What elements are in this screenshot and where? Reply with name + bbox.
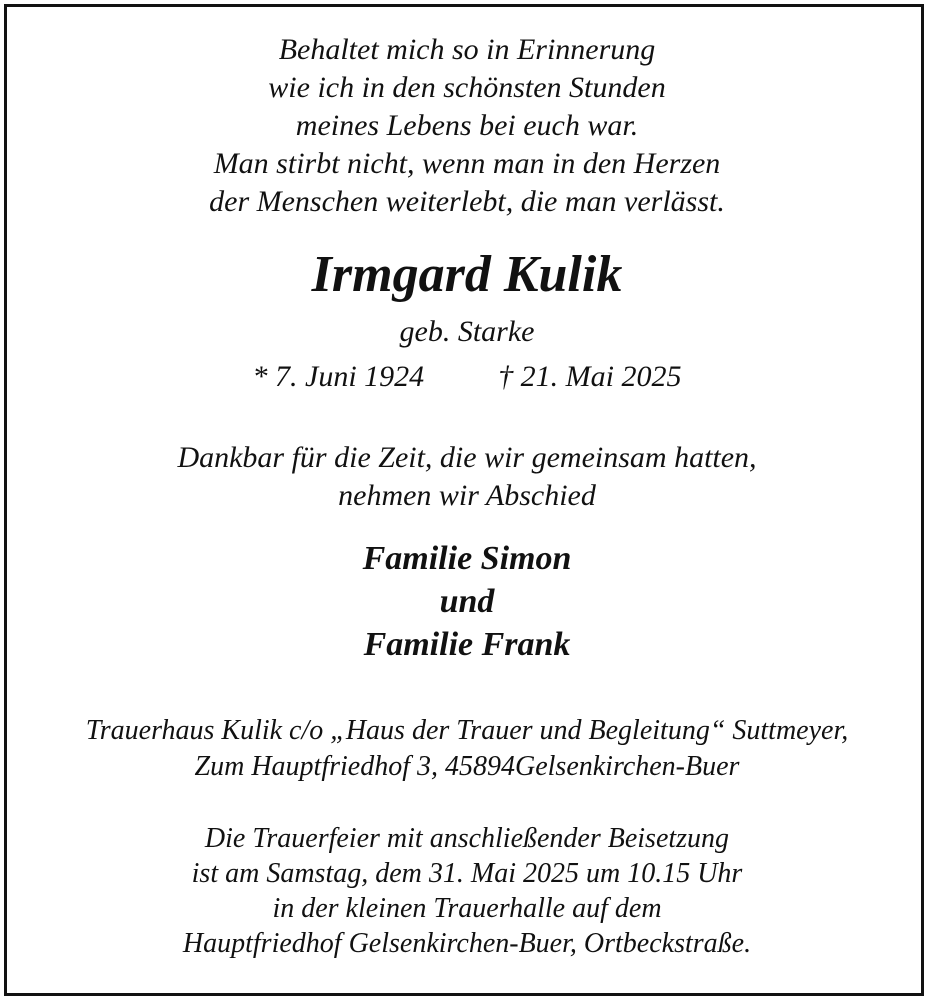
verse-line: wie ich in den schönsten Stunden (268, 71, 666, 104)
service-line: in der kleinen Trauerhalle auf dem (272, 893, 662, 924)
death-date: † 21. Mai 2025 (498, 360, 682, 393)
verse-line: der Menschen weiterlebt, die man verlässt. (209, 185, 725, 218)
service-block (7, 821, 927, 961)
family-block (7, 537, 927, 666)
thanks-block (7, 439, 927, 515)
thanks-line: nehmen wir Abschied (338, 479, 596, 512)
life-dates (7, 359, 927, 395)
address-line: Trauerhaus Kulik c/o „Haus der Trauer und Begleitung“ Suttmeyer, (85, 715, 849, 746)
obituary-frame (4, 4, 924, 996)
verse-line: meines Lebens bei euch war. (295, 109, 639, 142)
mourning-house-block (7, 713, 927, 785)
thanks-line: Dankbar für die Zeit, die wir gemeinsam hatten, (177, 441, 757, 474)
maiden-name: geb. Starke (399, 315, 535, 348)
verse-line: Behaltet mich so in Erinnerung (278, 33, 656, 66)
service-line: Die Trauerfeier mit anschließender Beisetzung (204, 823, 730, 854)
birth-date: * 7. Juni 1924 (252, 360, 425, 393)
family-line: Familie Frank (363, 626, 571, 663)
address-line: Zum Hauptfriedhof 3, 45894Gelsenkirchen-Buer (194, 751, 740, 782)
verse-block (7, 31, 927, 221)
verse-line: Man stirbt nicht, wenn man in den Herzen (213, 147, 721, 180)
deceased-name: Irmgard Kulik (311, 246, 623, 303)
service-line: Hauptfriedhof Gelsenkirchen-Buer, Ortbeckstraße. (182, 928, 752, 959)
service-line: ist am Samstag, dem 31. Mai 2025 um 10.15 Uhr (191, 858, 743, 889)
family-line: und (439, 583, 495, 620)
family-line: Familie Simon (362, 540, 572, 577)
